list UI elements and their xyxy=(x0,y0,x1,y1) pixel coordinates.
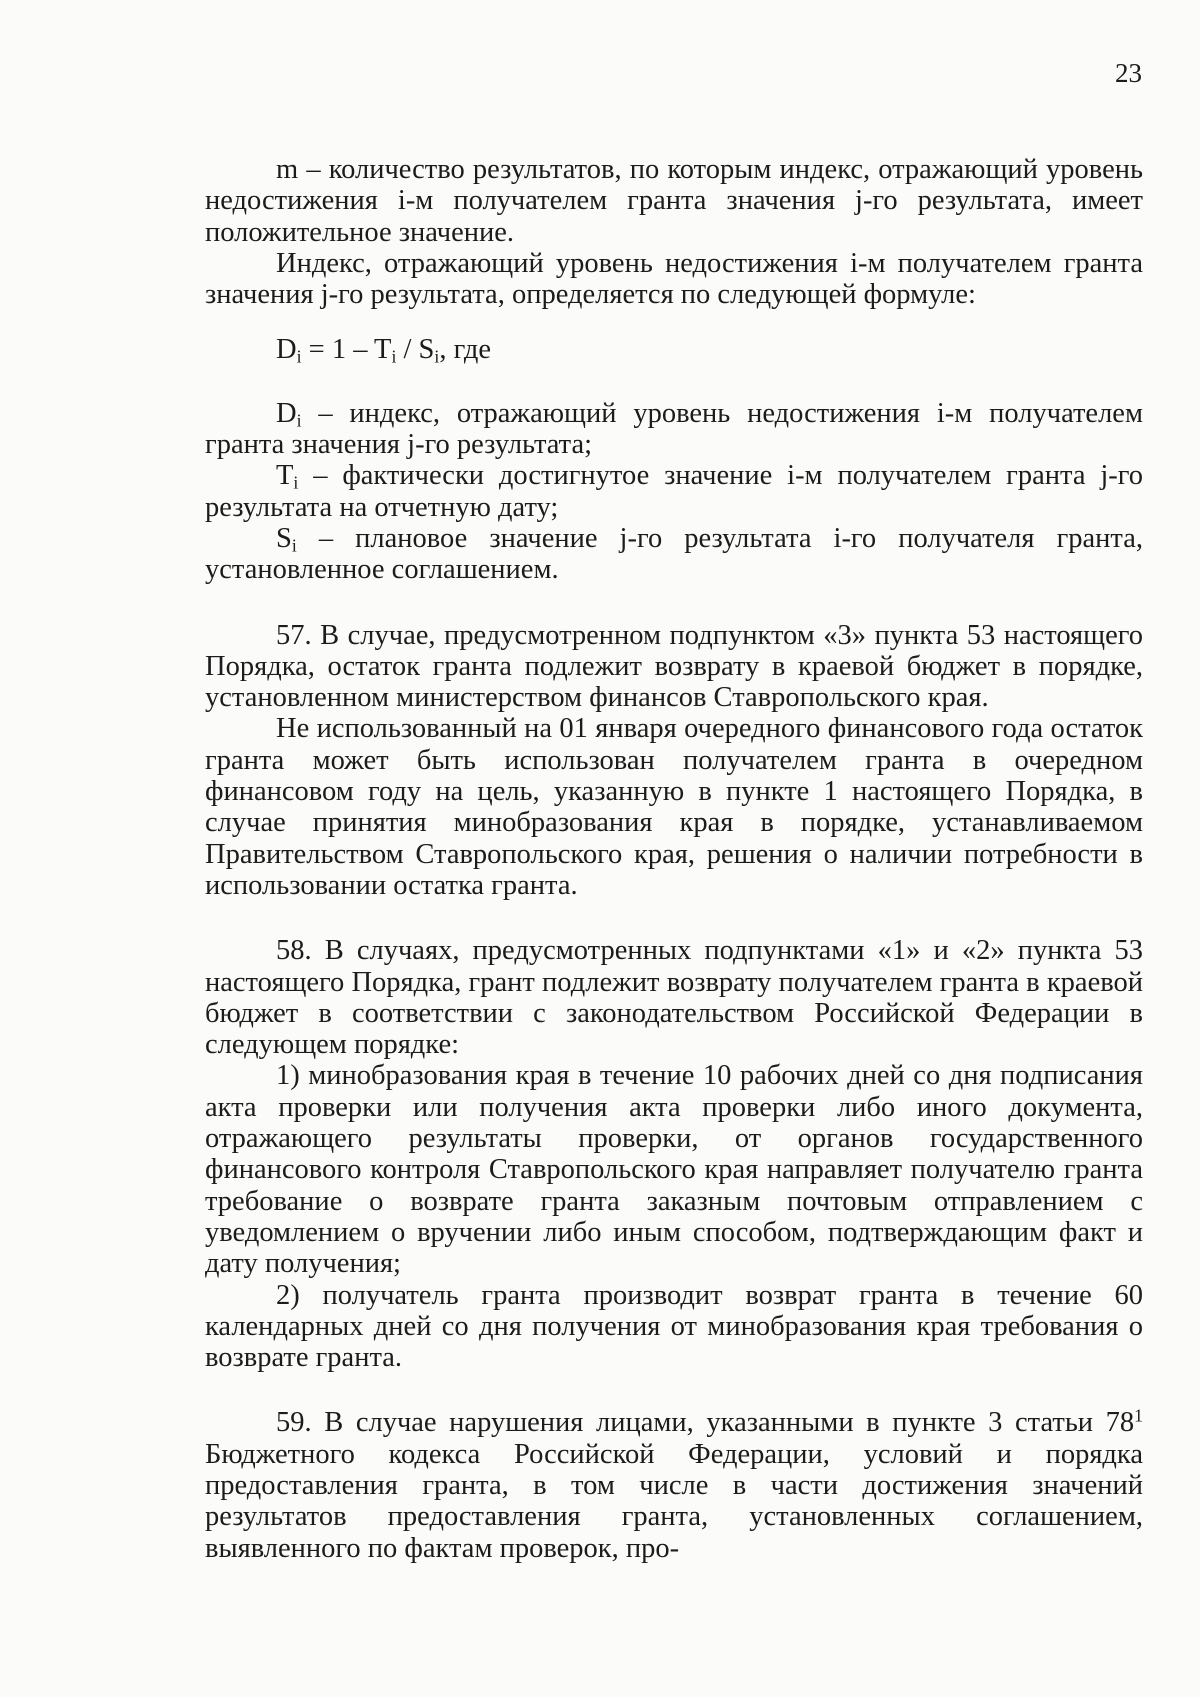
paragraph-59 xyxy=(205,1407,1143,1563)
paragraph-58-item-1: 1) минобразования края в течение 10 рабочих дней со дня подписания акта проверки или получения акта проверки либо иного документа, отражающего результаты проверки, от органов государственного финансового контроля Ставропольского края направляет получателю гранта требование о возврате гранта заказным почтовым отправлением с уведомлением о вручении либо иным способом, подтверждающим факт и дату получения; xyxy=(205,1060,1143,1280)
definition-t-symbol: T xyxy=(276,460,294,492)
definition-d-subscript: i xyxy=(296,410,302,431)
formula-divide-part: / S xyxy=(396,334,435,366)
definition-t-subscript: i xyxy=(293,472,299,493)
formula-tail: , где xyxy=(439,334,491,366)
document-body xyxy=(205,154,1143,1564)
page-number: 23 xyxy=(1115,58,1142,88)
definition-d xyxy=(205,398,1143,461)
formula-equals-part: = 1 – T xyxy=(301,334,392,366)
paragraph-57: 57. В случае, предусмотренном подпунктом «3» пункта 53 настоящего Порядка, остаток гранта подлежит возврату в краевой бюджет в порядке, установленном министерством финансов Ставропольского края. xyxy=(205,619,1143,714)
definition-t xyxy=(205,460,1143,523)
definition-s-symbol: S xyxy=(276,522,292,554)
paragraph-58-item-2: 2) получатель гранта производит возврат гранта в течение 60 календарных дней со дня получения от минобразования края требования о возврате гранта. xyxy=(205,1279,1143,1374)
definition-s-text: – плановое значение j-го результата i-го получателя гранта, установленное соглашением. xyxy=(205,522,1143,586)
definition-s-subscript: i xyxy=(291,535,297,556)
paragraph-59-rest: Бюджетного кодекса Российской Федерации, условий и порядка предоставления гранта, в том числе в части достижения значений результатов предоставления гранта, установленных соглашением, выявленного по фактам проверок, про- xyxy=(205,1438,1143,1564)
paragraph-m-definition: m – количество результатов, по которым индекс, отражающий уровень недостижения i-м получателем гранта значения j-го результата, имеет положительное значение. xyxy=(205,154,1143,248)
formula xyxy=(205,334,1143,365)
definition-t-text: – фактически достигнутое значение i-м получателем гранта j-го результата на отчетную дату; xyxy=(205,460,1143,523)
paragraph-57-part-2: Не использованный на 01 января очередного финансового года остаток гранта может быть использован получателем гранта в очередном финансовом году на цель, указанную в пункте 1 настоящего Порядка, в случае принятия минобразования края в порядке, устанавливаемом Правительством Ставропольского края, решения о наличии потребности в использовании остатка гранта. xyxy=(205,713,1143,901)
paragraph-59-superscript: 1 xyxy=(1134,1405,1143,1426)
definition-d-text: – индекс, отражающий уровень недостижения i-м получателем гранта значения j-го результата; xyxy=(205,397,1143,461)
formula-symbol-d: D xyxy=(276,334,297,366)
formula-subscript: i xyxy=(296,346,302,367)
paragraph-58: 58. В случаях, предусмотренных подпунктами «1» и «2» пункта 53 настоящего Порядка, грант подлежит возврату получателем гранта в краевой бюджет в соответствии с законодательством Российской Федерации в следующем порядке: xyxy=(205,935,1143,1061)
paragraph-index-intro: Индекс, отражающий уровень недостижения i-м получателем гранта значения j-го результата, определяется по следующей формуле: xyxy=(205,247,1143,311)
formula-subscript: i xyxy=(434,346,440,367)
definition-d-symbol: D xyxy=(276,397,297,429)
paragraph-59-start: 59. В случае нарушения лицами, указанными в пункте 3 статьи 78 xyxy=(276,1407,1135,1439)
formula-subscript: i xyxy=(391,346,397,367)
definition-s xyxy=(205,523,1143,586)
